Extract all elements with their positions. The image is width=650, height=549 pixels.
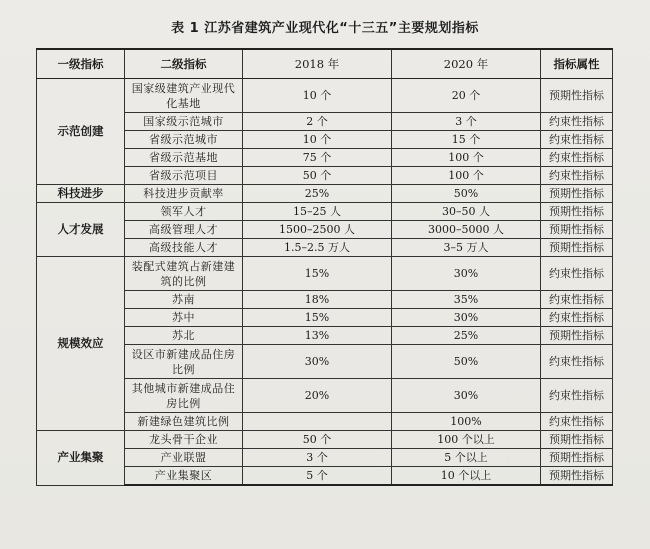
value-2020-cell: 30–50 人	[392, 203, 541, 221]
value-2020-cell: 100%	[392, 413, 541, 431]
attribute-cell: 预期性指标	[541, 327, 613, 345]
value-2018-cell: 18%	[243, 291, 392, 309]
level2-indicator-cell: 国家级建筑产业现代化基地	[125, 79, 243, 113]
value-2018-cell: 1500–2500 人	[243, 221, 392, 239]
level1-indicator-cell: 规模效应	[37, 257, 125, 431]
value-2018-cell: 75 个	[243, 149, 392, 167]
level2-indicator-cell: 省级示范项目	[125, 167, 243, 185]
attribute-cell: 约束性指标	[541, 379, 613, 413]
attribute-cell: 约束性指标	[541, 167, 613, 185]
attribute-cell: 预期性指标	[541, 239, 613, 257]
attribute-cell: 预期性指标	[541, 221, 613, 239]
header-2020: 2020 年	[392, 49, 541, 79]
table-row	[37, 257, 613, 291]
value-2018-cell: 50 个	[243, 431, 392, 449]
value-2020-cell: 5 个以上	[392, 449, 541, 467]
attribute-cell: 约束性指标	[541, 291, 613, 309]
value-2018-cell: 10 个	[243, 131, 392, 149]
header-2018: 2018 年	[243, 49, 392, 79]
level1-indicator-cell: 示范创建	[37, 79, 125, 185]
value-2018-cell: 50 个	[243, 167, 392, 185]
value-2018-cell: 20%	[243, 379, 392, 413]
attribute-cell: 约束性指标	[541, 345, 613, 379]
level2-indicator-cell: 省级示范城市	[125, 131, 243, 149]
value-2018-cell: 5 个	[243, 467, 392, 486]
value-2018-cell: 30%	[243, 345, 392, 379]
value-2020-cell: 25%	[392, 327, 541, 345]
attribute-cell: 预期性指标	[541, 79, 613, 113]
attribute-cell: 预期性指标	[541, 467, 613, 486]
level2-indicator-cell: 苏中	[125, 309, 243, 327]
attribute-cell: 约束性指标	[541, 257, 613, 291]
level1-indicator-cell: 人才发展	[37, 203, 125, 257]
value-2020-cell: 30%	[392, 309, 541, 327]
level2-indicator-cell: 产业集聚区	[125, 467, 243, 486]
table-row	[37, 431, 613, 449]
value-2020-cell: 20 个	[392, 79, 541, 113]
value-2020-cell: 3000–5000 人	[392, 221, 541, 239]
value-2018-cell: 2 个	[243, 113, 392, 131]
level2-indicator-cell: 其他城市新建成品住房比例	[125, 379, 243, 413]
level1-indicator-cell: 产业集聚	[37, 431, 125, 486]
attribute-cell: 约束性指标	[541, 113, 613, 131]
table-row	[37, 79, 613, 113]
value-2018-cell: 15–25 人	[243, 203, 392, 221]
level1-indicator-cell: 科技进步	[37, 185, 125, 203]
planning-indicators-table	[36, 48, 613, 486]
level2-indicator-cell: 科技进步贡献率	[125, 185, 243, 203]
level2-indicator-cell: 省级示范基地	[125, 149, 243, 167]
header-level2: 二级指标	[125, 49, 243, 79]
value-2020-cell: 10 个以上	[392, 467, 541, 486]
level2-indicator-cell: 苏南	[125, 291, 243, 309]
level2-indicator-cell: 高级管理人才	[125, 221, 243, 239]
value-2018-cell: 15%	[243, 257, 392, 291]
value-2018-cell: 10 个	[243, 79, 392, 113]
value-2018-cell: 15%	[243, 309, 392, 327]
level2-indicator-cell: 产业联盟	[125, 449, 243, 467]
level2-indicator-cell: 高级技能人才	[125, 239, 243, 257]
level2-indicator-cell: 苏北	[125, 327, 243, 345]
header-level1: 一级指标	[37, 49, 125, 79]
value-2020-cell: 50%	[392, 185, 541, 203]
value-2018-cell: 3 个	[243, 449, 392, 467]
value-2020-cell: 35%	[392, 291, 541, 309]
attribute-cell: 约束性指标	[541, 149, 613, 167]
value-2020-cell: 30%	[392, 257, 541, 291]
value-2020-cell: 15 个	[392, 131, 541, 149]
attribute-cell: 预期性指标	[541, 449, 613, 467]
level2-indicator-cell: 设区市新建成品住房比例	[125, 345, 243, 379]
header-row	[37, 49, 613, 79]
value-2020-cell: 100 个	[392, 167, 541, 185]
attribute-cell: 约束性指标	[541, 413, 613, 431]
header-attribute: 指标属性	[541, 49, 613, 79]
table-row	[37, 185, 613, 203]
value-2018-cell: 25%	[243, 185, 392, 203]
value-2020-cell: 50%	[392, 345, 541, 379]
value-2020-cell: 3 个	[392, 113, 541, 131]
level2-indicator-cell: 龙头骨干企业	[125, 431, 243, 449]
level2-indicator-cell: 装配式建筑占新建建筑的比例	[125, 257, 243, 291]
value-2020-cell: 3–5 万人	[392, 239, 541, 257]
value-2020-cell: 30%	[392, 379, 541, 413]
attribute-cell: 预期性指标	[541, 203, 613, 221]
level2-indicator-cell: 领军人才	[125, 203, 243, 221]
table-title: 表 1 江苏省建筑产业现代化“十三五”主要规划指标	[171, 21, 479, 36]
attribute-cell: 预期性指标	[541, 185, 613, 203]
value-2018-cell: 13%	[243, 327, 392, 345]
attribute-cell: 约束性指标	[541, 309, 613, 327]
level2-indicator-cell: 新建绿色建筑比例	[125, 413, 243, 431]
table-body	[37, 79, 613, 486]
level2-indicator-cell: 国家级示范城市	[125, 113, 243, 131]
table-row	[37, 203, 613, 221]
value-2018-cell	[243, 413, 392, 431]
value-2020-cell: 100 个	[392, 149, 541, 167]
value-2018-cell: 1.5–2.5 万人	[243, 239, 392, 257]
value-2020-cell: 100 个以上	[392, 431, 541, 449]
attribute-cell: 预期性指标	[541, 431, 613, 449]
attribute-cell: 约束性指标	[541, 131, 613, 149]
